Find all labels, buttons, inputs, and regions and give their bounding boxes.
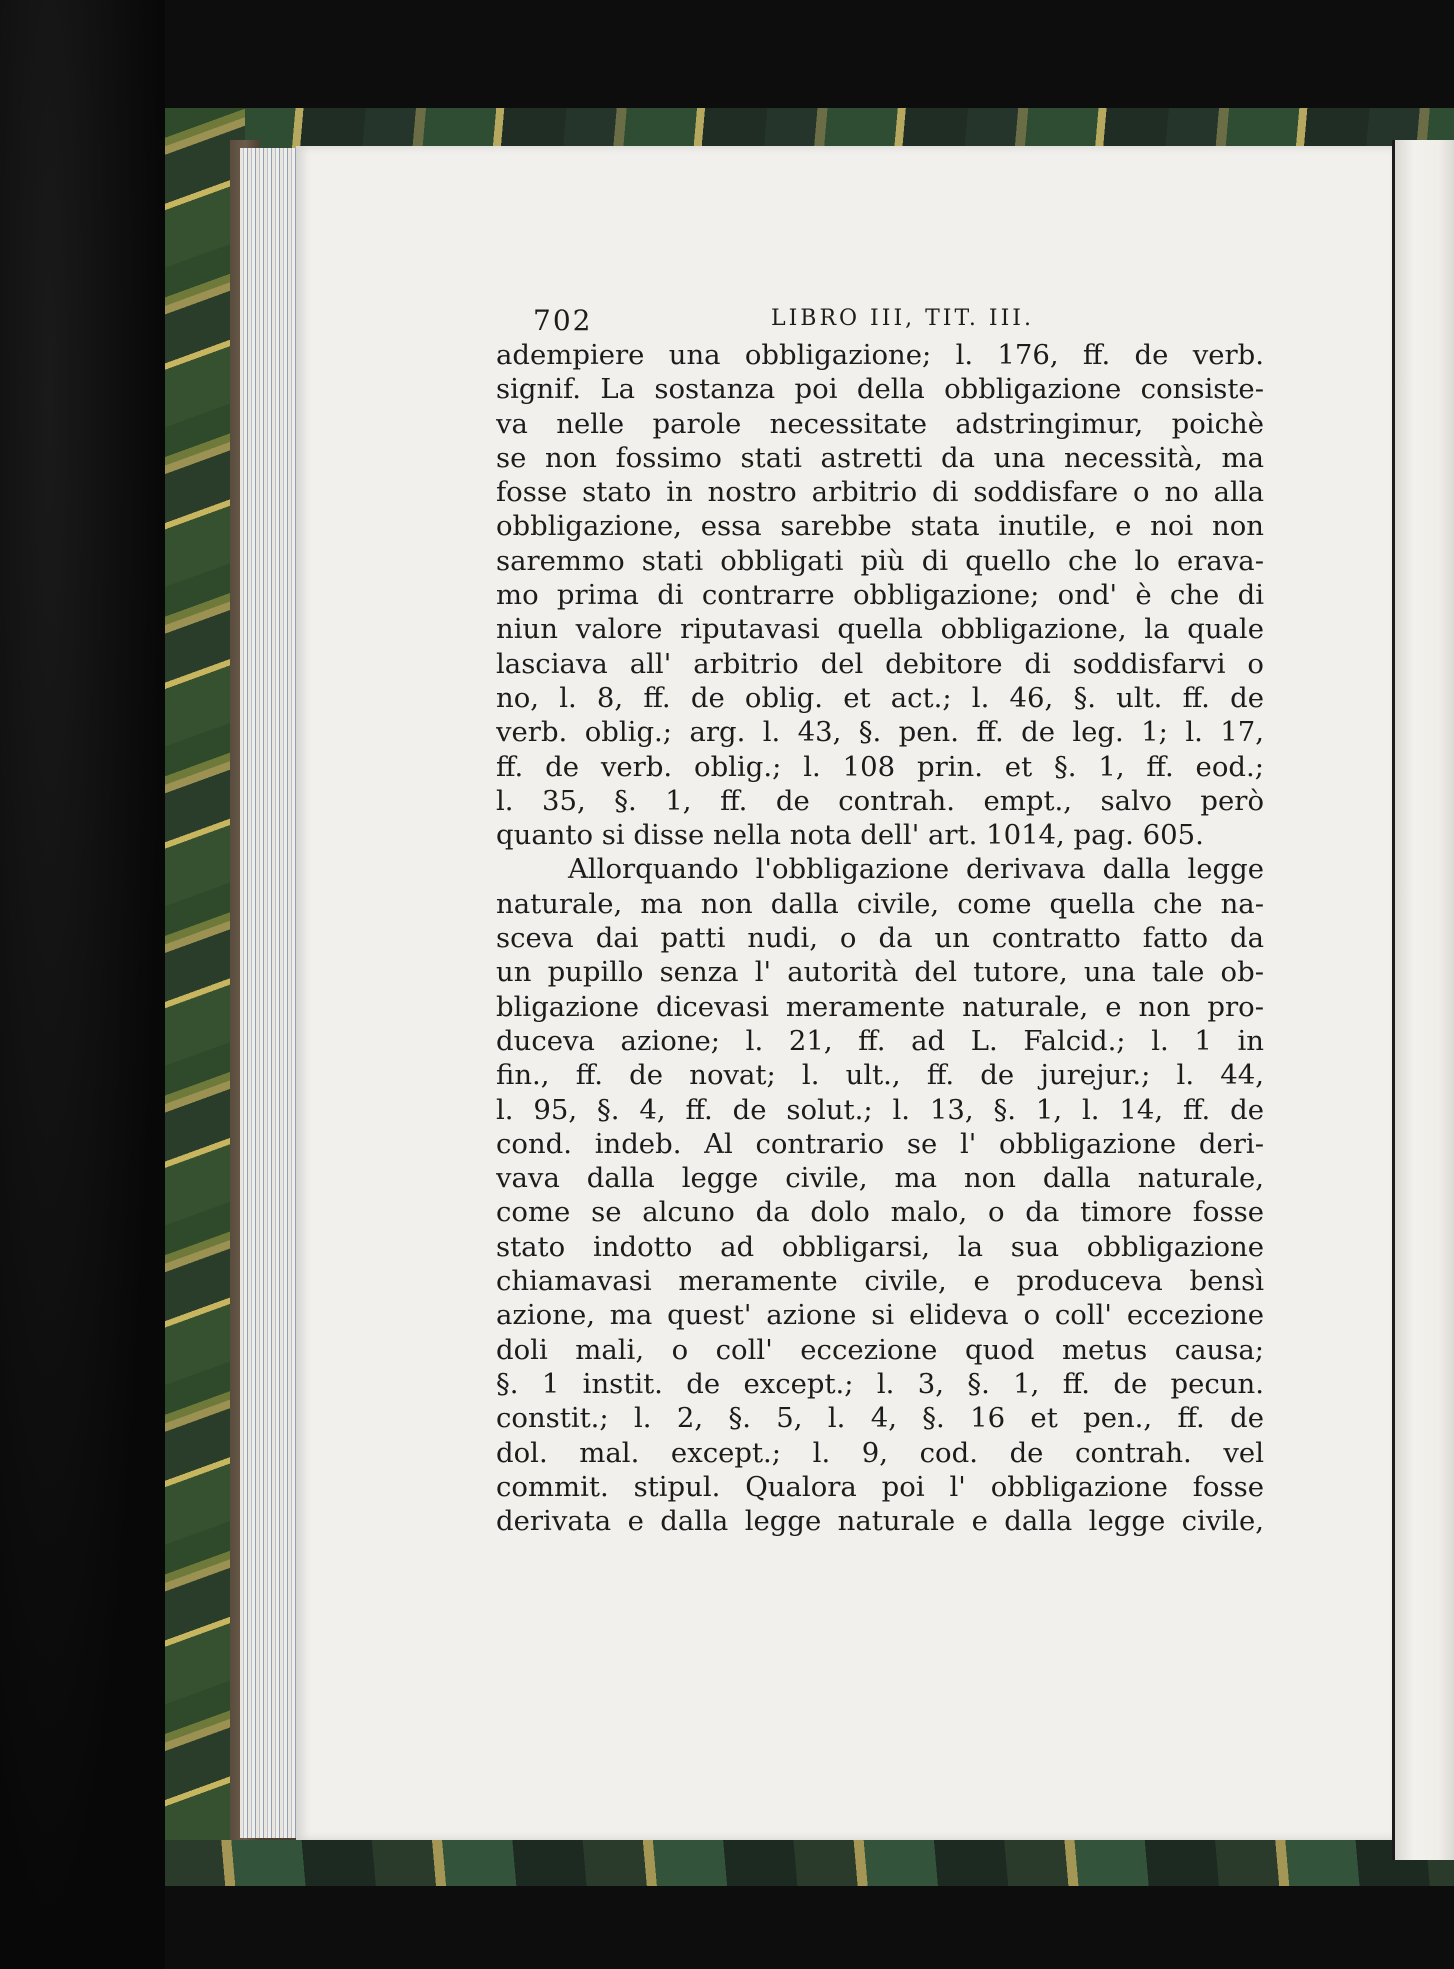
text-line: azione, ma quest' azione si elideva o coll' eccezione	[496, 1299, 1264, 1332]
text-line: dol. mal. except.; l. 9, cod. de contrah. vel	[496, 1436, 1264, 1469]
text-line: stato indotto ad obbligarsi, la sua obbligazione	[496, 1230, 1264, 1263]
text-line: mo prima di contrarre obbligazione; ond' è che di	[496, 579, 1264, 612]
text-line: come se alcuno da dolo malo, o da timore fosse	[496, 1196, 1264, 1229]
page-edges	[240, 148, 296, 1838]
text-line: niun valore riputavasi quella obbligazione, la quale	[496, 613, 1264, 646]
text-line: lasciava all' arbitrio del debitore di soddisfarvi o	[496, 647, 1264, 680]
text-line: saremmo stati obbligati più di quello che lo erava-	[496, 544, 1264, 577]
text-line: sceva dai patti nudi, o da un contratto fatto da	[496, 922, 1264, 955]
text-line: va nelle parole necessitate adstringimur, poichè	[496, 407, 1264, 440]
text-line: derivata e dalla legge naturale e dalla legge civile,	[496, 1505, 1264, 1538]
text-line: l. 95, §. 4, ff. de solut.; l. 13, §. 1, l. 14, ff. de	[496, 1093, 1264, 1126]
text-line: fosse stato in nostro arbitrio di soddisfare o no alla	[496, 476, 1264, 509]
text-line: naturale, ma non dalla civile, come quella che na-	[496, 887, 1264, 920]
text-line: bligazione dicevasi meramente naturale, e non pro-	[496, 990, 1264, 1023]
text-line: constit.; l. 2, §. 5, l. 4, §. 16 et pen., ff. de	[496, 1402, 1264, 1435]
text-line: duceva azione; l. 21, ff. ad L. Falcid.; l. 1 in	[496, 1024, 1264, 1057]
text-line: se non fossimo stati astretti da una necessità, ma	[496, 441, 1264, 474]
running-title: LIBRO III, TIT. III.	[771, 306, 1034, 331]
text-line: l. 35, §. 1, ff. de contrah. empt., salvo però	[496, 784, 1264, 817]
facing-page-edge	[1392, 140, 1454, 1860]
background-cloth	[0, 0, 165, 1969]
text-line: §. 1 instit. de except.; l. 3, §. 1, ff. de pecun.	[496, 1367, 1264, 1400]
body-text	[496, 338, 1264, 1538]
text-line: signif. La sostanza poi della obbligazione consiste-	[496, 373, 1264, 406]
text-line: cond. indeb. Al contrario se l' obbligazione deri-	[496, 1127, 1264, 1160]
text-line: Allorquando l'obbligazione derivava dalla legge	[568, 853, 1264, 886]
text-line: chiamavasi meramente civile, e produceva bensì	[496, 1265, 1264, 1298]
text-line: ff. de verb. oblig.; l. 108 prin. et §. 1, ff. eod.;	[496, 750, 1264, 783]
text-line: verb. oblig.; arg. l. 43, §. pen. ff. de leg. 1; l. 17,	[496, 716, 1264, 749]
marbled-board-bottom	[165, 1840, 1454, 1886]
text-line: un pupillo senza l' autorità del tutore, una tale ob-	[496, 956, 1264, 989]
book-page	[296, 146, 1392, 1840]
page-number: 702	[533, 304, 593, 337]
text-line: doli mali, o coll' eccezione quod metus causa;	[496, 1333, 1264, 1366]
text-line: obbligazione, essa sarebbe stata inutile, e noi non	[496, 510, 1264, 543]
text-line: quanto si disse nella nota dell' art. 1014, pag. 605.	[496, 819, 1204, 852]
text-line: commit. stipul. Qualora poi l' obbligazione fosse	[496, 1470, 1264, 1503]
text-line: fin., ff. de novat; l. ult., ff. de jurejur.; l. 44,	[496, 1059, 1264, 1092]
text-line: vava dalla legge civile, ma non dalla naturale,	[496, 1162, 1264, 1195]
text-line: no, l. 8, ff. de oblig. et act.; l. 46, §. ult. ff. de	[496, 681, 1264, 714]
text-line: adempiere una obbligazione; l. 176, ff. de verb.	[496, 339, 1264, 371]
